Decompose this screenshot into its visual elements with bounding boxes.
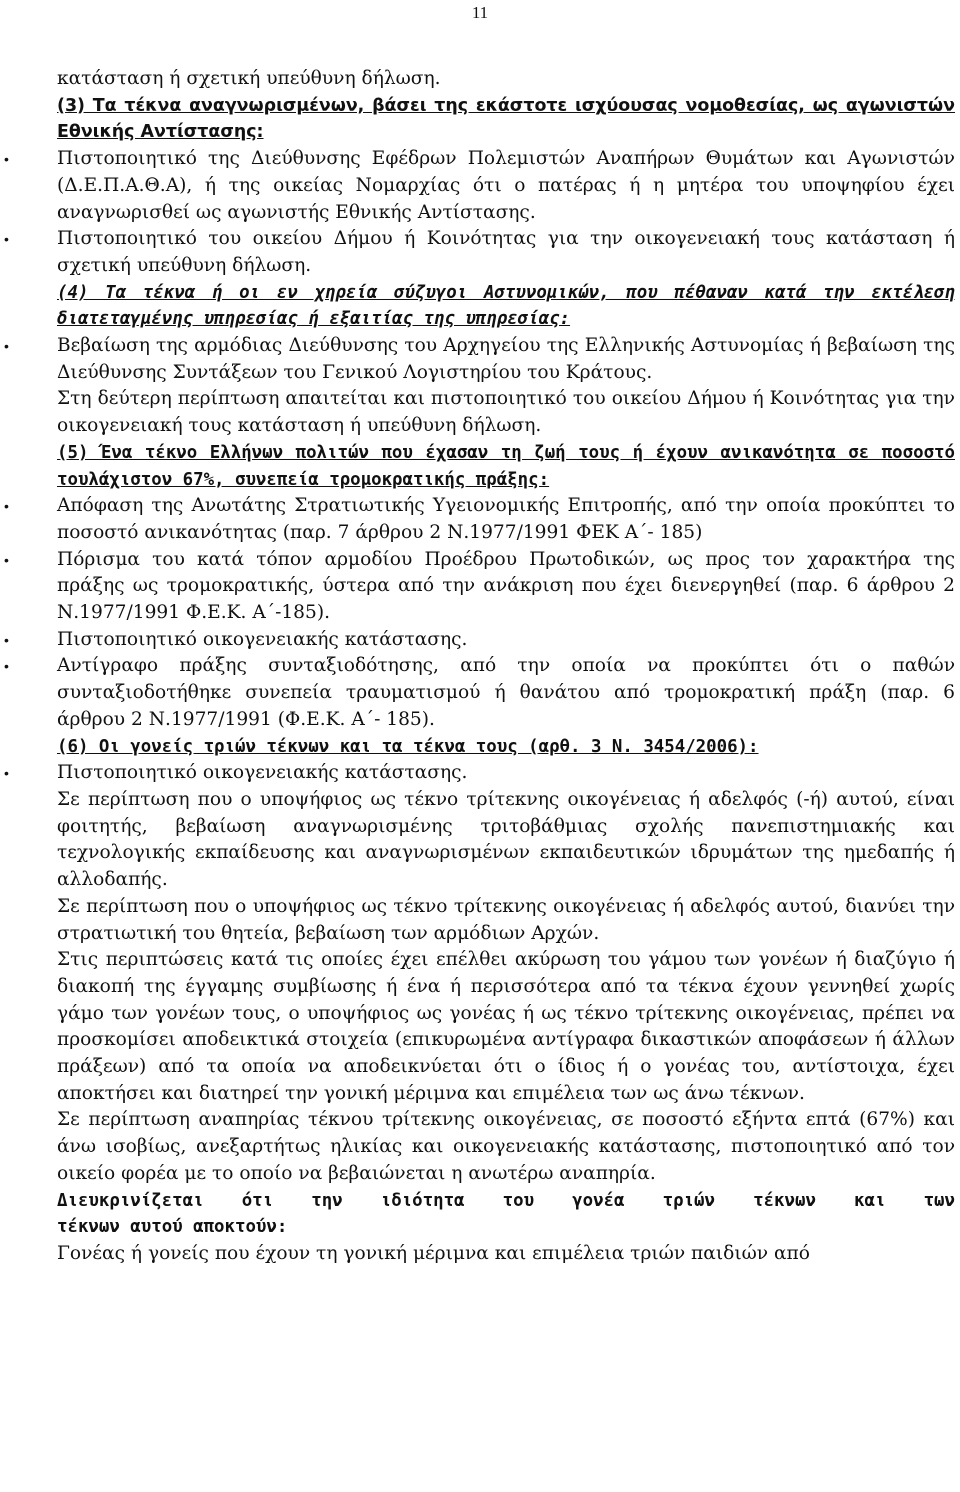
bullet-item: • Βεβαίωση της αρμόδιας Διεύθυνσης του Αρχηγείου της Ελληνικής Αστυνομίας ή βεβαίωση της Διεύθυνσης Συντάξεων του Γενικού Λογιστηρίου του Κράτους. [57, 333, 955, 386]
bullet-item: • Πιστοποιητικό της Διεύθυνσης Εφέδρων Πολεμιστών Αναπήρων Θυμάτων και Αγωνιστών (Δ.Ε.Π.Α.Θ.Α), ή της οικείας Νομαρχίας ότι ο πατέρας ή η μητέρα του υποψηφίου έχει αναγνωρισθεί ως αγωνιστής Εθνικής Αντίστασης. [57, 146, 955, 226]
paragraph: Σε περίπτωση που ο υποψήφιος ως τέκνο τρίτεκνης οικογένειας ή αδελφός αυτού, διανύει την στρατιωτική του θητεία, βεβαίωση των αρμόδιων Αρχών. [57, 895, 955, 944]
clarification-heading: Διευκρινίζεται ότι την ιδιότητα του γονέα τριών τέκνων και των [57, 1190, 955, 1211]
paragraph: Στις περιπτώσεις κατά τις οποίες έχει επέλθει ακύρωση του γάμου των γονέων ή διαζύγιο ή διακοπή της έγγαμης συμβίωσης ή ένα ή περισσότερα από τα τέκνα έχουν γεννηθεί χωρίς γάμο των γονέων τους, ο υποψήφιος ως γονέας ή ως τέκνο τρίτεκνης οικογένειας, πρέπει να προσκομίσει αποδεικτικά στοιχεία (επικυρωμένα αντίγραφα δικαστικών αποφάσεων ή άλλων πράξεων) από τα οποία να αποδεικνύεται ότι ο ίδιος ή ο γονέας του, αντίστοιχα, έχει αποκτήσει και διατηρεί την γονική μέριμνα και επιμέλεια των ως άνω τέκνων. [57, 949, 955, 1104]
section-heading-3: (3) Τα τέκνα αναγνωρισμένων, βάσει της εκάστοτε ισχύουσας νομοθεσίας, ως αγωνιστών Εθνικής Αντίστασης: [57, 95, 955, 143]
paragraph: κατάσταση ή σχετική υπεύθυνη δήλωση. [57, 68, 441, 89]
section-heading-6: (6) Οι γονείς τριών τέκνων και τα τέκνα τους (αρθ. 3 Ν. 3454/2006): [57, 736, 759, 757]
paragraph: Σε περίπτωση αναπηρίας τέκνου τρίτεκνης οικογένειας, σε ποσοστό εξήντα επτά (67%) και άνω ισοβίως, ανεξαρτήτως ηλικίας και οικογενειακής κατάστασης, πιστοποιητικό από τον οικείο φορέα με το οποίο να βεβαιώνεται η ανωτέρω αναπηρία. [57, 1109, 955, 1184]
paragraph: Γονέας ή γονείς που έχουν τη γονική μέριμνα και επιμέλεια τριών παιδιών από [57, 1242, 810, 1264]
page-number: 11 [471, 3, 489, 22]
bullet-item: • Πόρισμα του κατά τόπον αρμοδίου Προέδρου Πρωτοδικών, ως προς τον χαρακτήρα της πράξης ως τρομοκρατικής, ύστερα από την ανάκριση που έχει διενεργηθεί (παρ. 6 άρθρου 2 Ν.1977/1991 Φ.Ε.Κ. Α΄-185). [57, 547, 955, 627]
bullet-item: • Πιστοποιητικό οικογενειακής κατάστασης. [57, 760, 955, 787]
bullet-item: • Αντίγραφο πράξης συνταξιοδότησης, από την οποία να προκύπτει ότι ο παθών συνταξιοδοτήθηκε συνεπεία τραυματισμού ή θανάτου από τρομοκρατική πράξη (παρ. 6 άρθρου 2 Ν.1977/1991 (Φ.Ε.Κ. Α΄- 185). [57, 653, 955, 733]
paragraph: Σε περίπτωση που ο υποψήφιος ως τέκνο τρίτεκνης οικογένειας ή αδελφός (-ή) αυτού, είναι φοιτητής, βεβαίωση αναγνωρισμένης τριτοβάθμιας σχολής πανεπιστημιακής και τεχνολογικής εκπαίδευσης και αναγνωρισμένων εκπαιδευτικών ιδρυμάτων της ημεδαπής ή αλλοδαπής. [57, 788, 955, 891]
section-heading-4: (4) Τα τέκνα ή οι εν χηρεία σύζυγοι Αστυνομικών, που πέθαναν κατά την εκτέλεση διατεταγμένης υπηρεσίας ή εξαιτίας της υπηρεσίας: [57, 282, 955, 330]
document-body [57, 66, 955, 1268]
bullet-item: • Απόφαση της Ανωτάτης Στρατιωτικής Υγειονομικής Επιτροπής, από την οποία προκύπτει το ποσοστό ανικανότητας (παρ. 7 άρθρου 2 Ν.1977/1991 ΦΕΚ Α΄- 185) [57, 493, 955, 546]
section-heading-5: (5) Ένα τέκνο Ελλήνων πολιτών που έχασαν τη ζωή τους ή έχουν ανικανότητα σε ποσοστό τουλάχιστον 67%, συνεπεία τρομοκρατικής πράξης: [57, 442, 955, 490]
clarification-heading-continued: τέκνων αυτού αποκτούν: [57, 1217, 288, 1238]
bullet-item: • Πιστοποιητικό του οικείου Δήμου ή Κοινότητας για την οικογενειακή τους κατάσταση ή σχετική υπεύθυνη δήλωση. [57, 226, 955, 279]
paragraph: Στη δεύτερη περίπτωση απαιτείται και πιστοποιητικό του οικείου Δήμου ή Κοινότητας για την οικογενειακή τους κατάσταση ή υπεύθυνη δήλωση. [57, 388, 955, 437]
bullet-item: • Πιστοποιητικό οικογενειακής κατάστασης. [57, 627, 955, 654]
